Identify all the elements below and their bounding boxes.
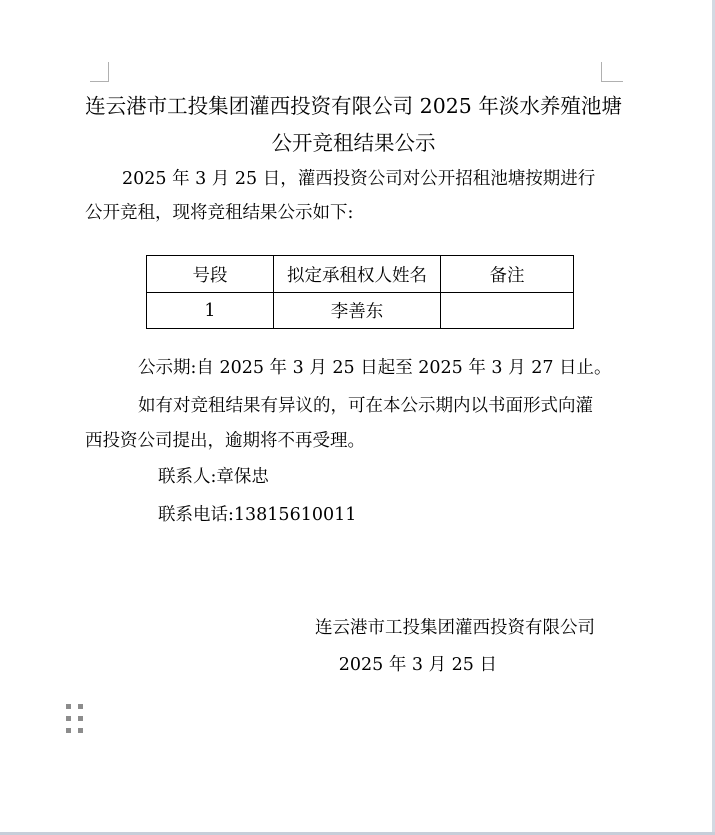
document-title (85, 88, 622, 162)
table-cell-segment: 1 (147, 293, 274, 329)
signature-company-line (315, 611, 595, 646)
objection-line-2: 西投资公司提出，逾期将不再受理。 (85, 431, 365, 451)
signature-date-text: 2025 年 3 月 25 日 (338, 655, 497, 675)
table-header-lessee: 拟定承租权人姓名 (274, 256, 441, 293)
objection-paragraph (85, 389, 622, 459)
intro-line-1: 2025 年 3 月 25 日，灌西投资公司对公开招租池塘按期进行 (122, 169, 596, 189)
handle-dot (78, 728, 83, 733)
title-line-2: 公开竞租结果公示 (271, 131, 436, 155)
contact-phone-text: 联系电话:13815610011 (158, 505, 357, 525)
table-cell-lessee: 李善东 (274, 293, 441, 329)
table-row (147, 293, 574, 329)
table-header-row (147, 256, 574, 293)
contact-person-text: 联系人:章保忠 (158, 467, 269, 487)
result-table (146, 255, 574, 329)
handle-dot (78, 704, 83, 709)
six-dot-drag-handle-icon[interactable] (66, 704, 83, 733)
handle-dot (66, 716, 71, 721)
contact-person-paragraph (85, 460, 622, 495)
intro-line-2: 公开竞租，现将竞租结果公示如下: (85, 203, 354, 223)
signature-company-text: 连云港市工投集团灌西投资有限公司 (315, 618, 595, 638)
intro-paragraph (85, 162, 622, 230)
handle-dot (78, 716, 83, 721)
publicity-period-paragraph (85, 351, 622, 386)
signature-date-line (339, 648, 497, 683)
table-cell-remark (441, 293, 574, 329)
contact-phone-paragraph (85, 498, 622, 533)
text-boundary-mark-top-left (90, 62, 109, 82)
title-line-1: 连云港市工投集团灌西投资有限公司 2025 年淡水养殖池塘 (85, 94, 622, 118)
text-boundary-mark-top-right (601, 62, 623, 82)
publicity-period-text: 公示期:自 2025 年 3 月 25 日起至 2025 年 3 月 27 日止。 (138, 358, 612, 378)
objection-line-1: 如有对竞租结果有异议的，可在本公示期内以书面形式向灌 (138, 396, 593, 416)
handle-dot (66, 728, 71, 733)
handle-dot (66, 704, 71, 709)
table-header-segment: 号段 (147, 256, 274, 293)
table-header-remark: 备注 (441, 256, 574, 293)
